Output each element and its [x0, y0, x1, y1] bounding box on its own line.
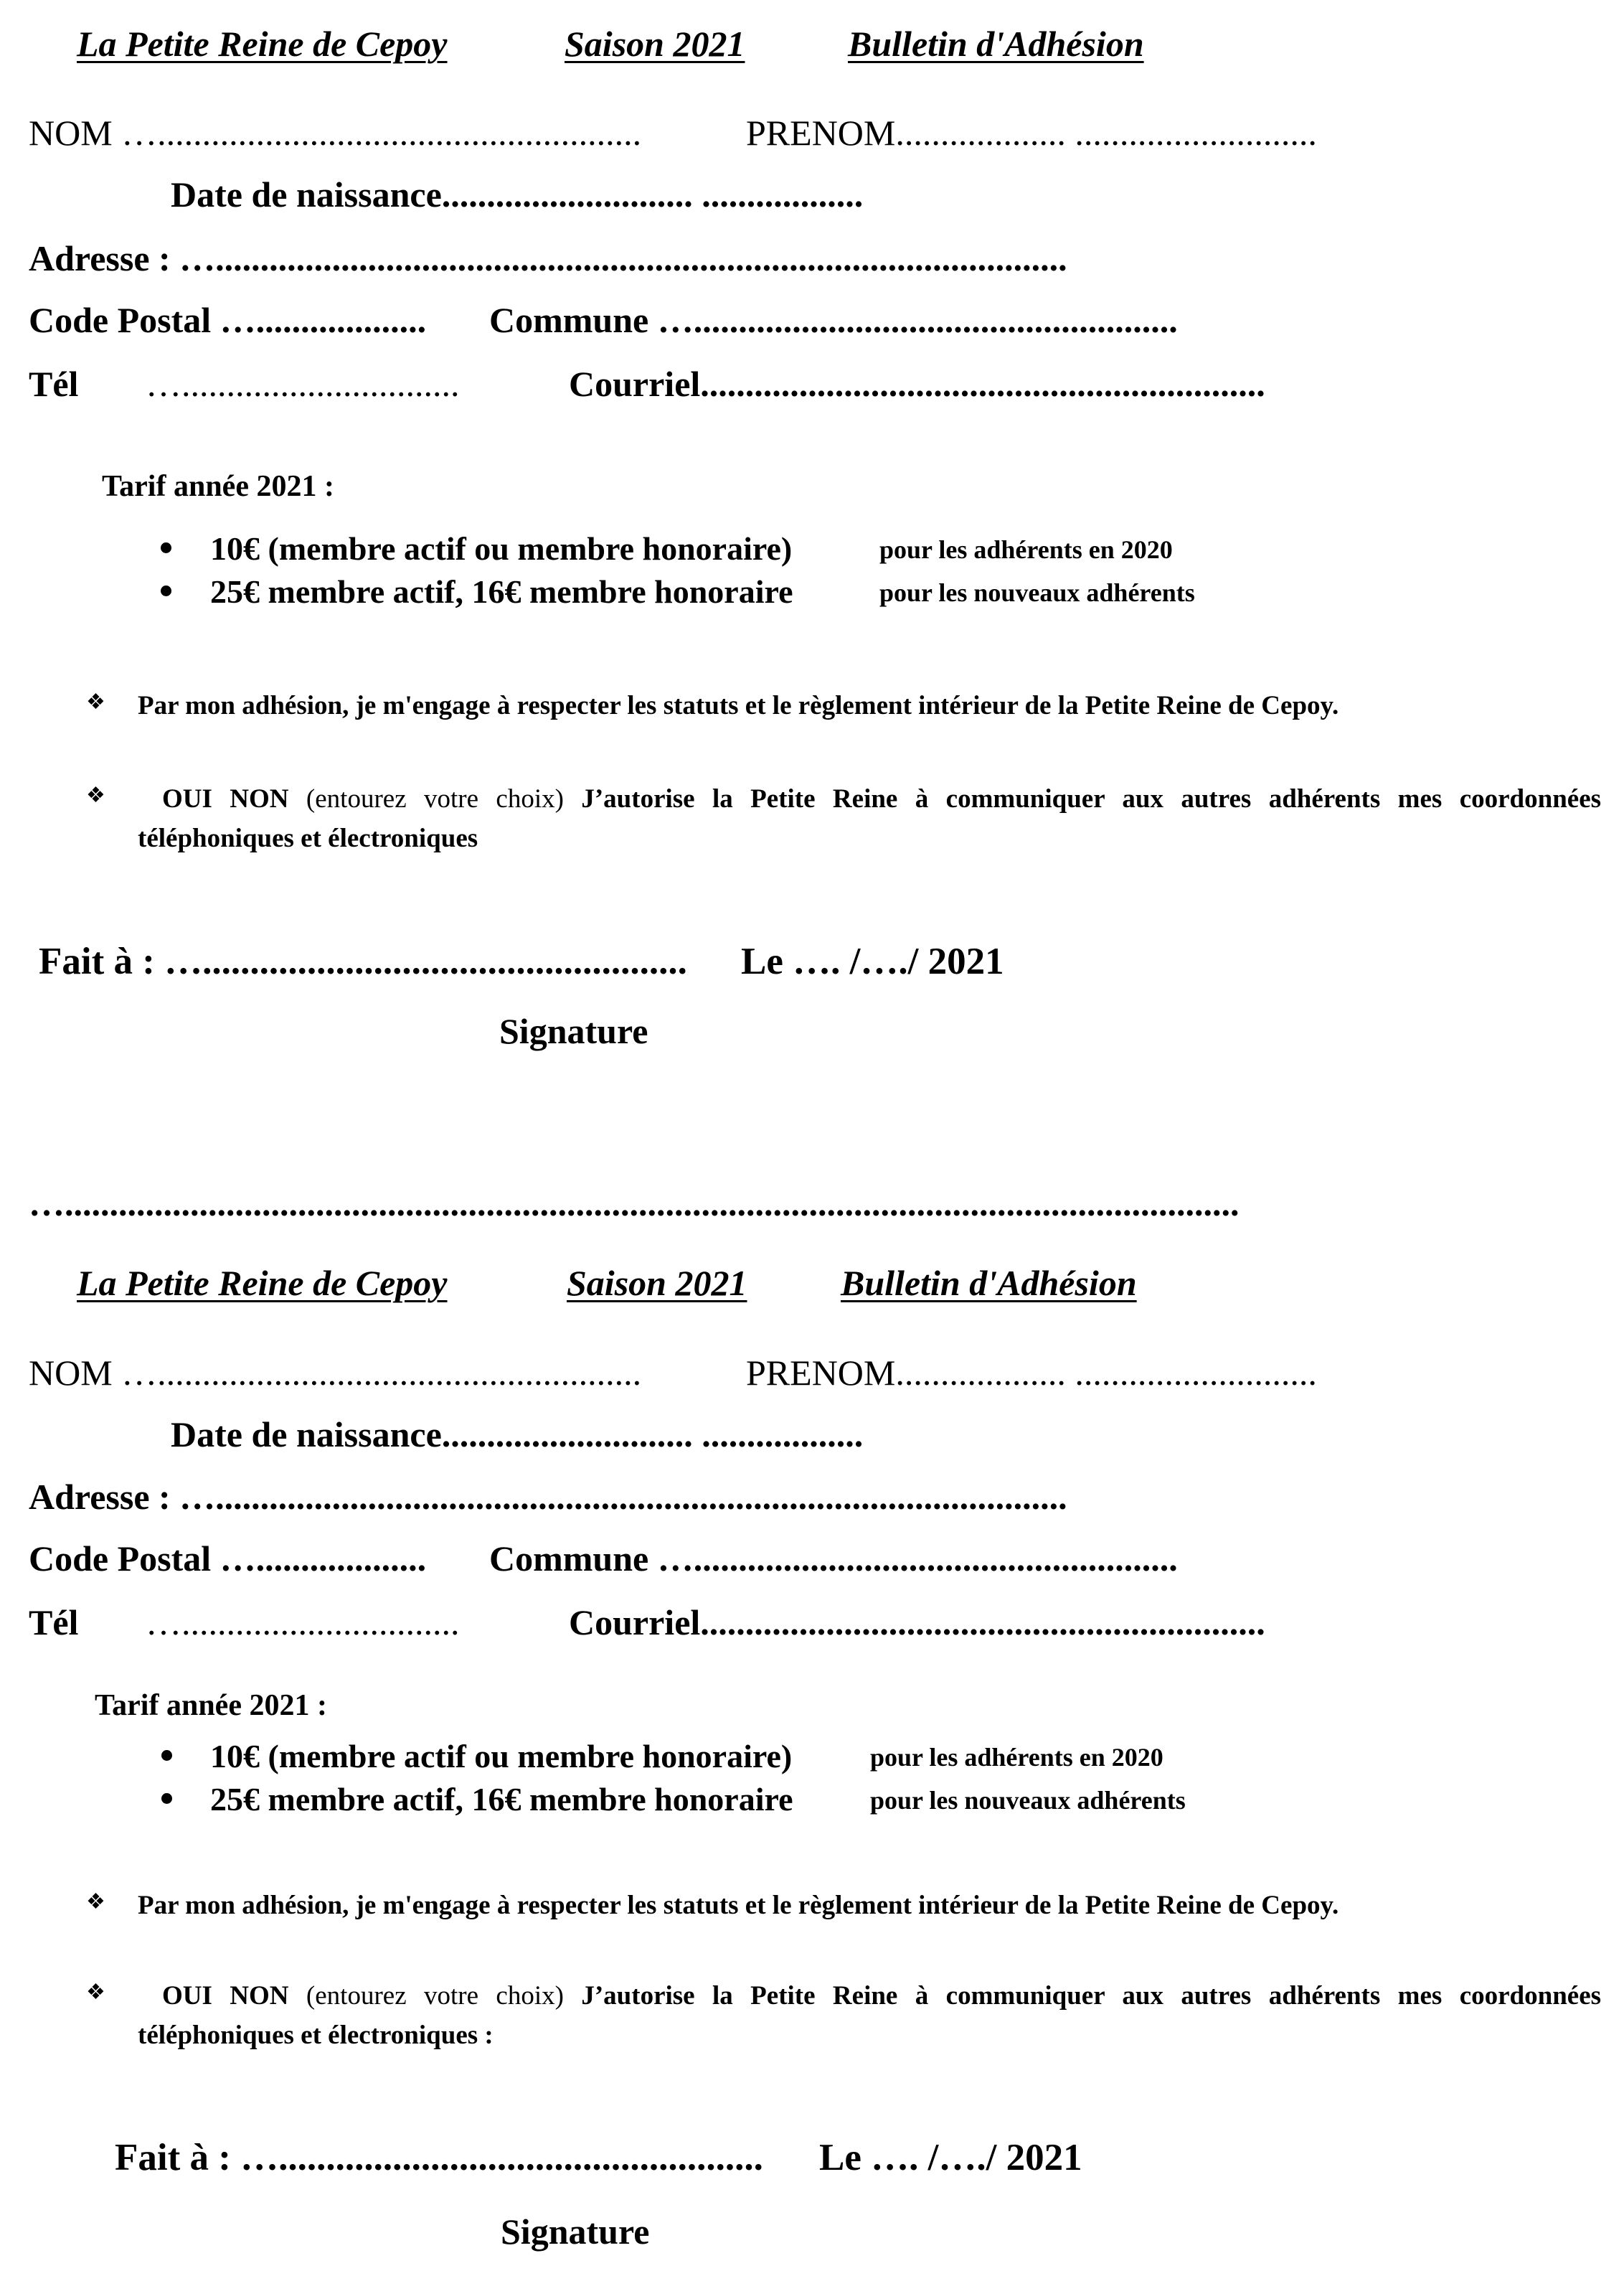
field-adresse[interactable]: Adresse : …...............................................................................................	[29, 238, 1067, 278]
header-season: Saison 2021	[565, 24, 745, 64]
field-code-postal[interactable]: Code Postal …...................	[29, 1538, 427, 1579]
signature-label: Signature	[501, 2211, 650, 2252]
field-date-naissance[interactable]: Date de naissance............................ ..................	[171, 1414, 864, 1454]
consent-text: J’autorise la Petite Reine à communiquer aux autres adhérents mes coordonnées téléphoniques et électroniques	[138, 784, 1602, 853]
tarif-item-1-note: pour les adhérents en 2020	[879, 535, 1173, 564]
diamond-bullet-icon: ❖	[86, 690, 105, 714]
tarif-item-2-note: pour les nouveaux adhérents	[870, 1786, 1186, 1815]
tarif-item-1: 10€ (membre actif ou membre honoraire)	[210, 1738, 793, 1774]
consent-hint: (entourez votre choix)	[306, 784, 564, 814]
field-tel[interactable]: …...............................	[146, 1602, 460, 1642]
fait-a-field[interactable]: Fait à : …...................................................	[115, 2137, 763, 2178]
bullet-icon	[161, 586, 171, 596]
field-prenom[interactable]: PRENOM................... ...........................	[746, 1353, 1317, 1393]
header-club: La Petite Reine de Cepoy	[77, 24, 448, 64]
field-courriel[interactable]: Courriel...............................................................	[569, 1602, 1265, 1642]
tarif-title: Tarif année 2021 :	[102, 470, 334, 503]
diamond-bullet-icon: ❖	[86, 1980, 105, 2004]
consent-hint: (entourez votre choix)	[306, 1981, 564, 2011]
header-bulletin: Bulletin d'Adhésion	[841, 1263, 1137, 1303]
consent-block	[138, 1976, 1601, 2055]
tarif-item-2: 25€ membre actif, 16€ membre honoraire	[210, 573, 793, 610]
engagement-text: Par mon adhésion, je m'engage à respecter les statuts et le règlement intérieur de la Petite Reine de Cepoy.	[138, 1891, 1339, 1920]
cut-line-separator: …...................................................................................................................................	[29, 1183, 1240, 1223]
field-nom[interactable]: NOM …......................................................	[29, 1353, 642, 1393]
tarif-item-2: 25€ membre actif, 16€ membre honoraire	[210, 1781, 793, 1817]
date-field[interactable]: Le …. /…./ 2021	[741, 941, 1004, 982]
field-tel-label: Tél	[29, 364, 79, 404]
bullet-icon	[161, 542, 171, 553]
field-prenom[interactable]: PRENOM................... ...........................	[746, 113, 1317, 153]
tarif-item-1-note: pour les adhérents en 2020	[870, 1743, 1163, 1772]
field-courriel[interactable]: Courriel...............................................................	[569, 364, 1265, 404]
header-bulletin: Bulletin d'Adhésion	[848, 24, 1144, 64]
bullet-icon	[161, 1750, 172, 1761]
field-adresse[interactable]: Adresse : …...............................................................................................	[29, 1477, 1067, 1517]
consent-text: J’autorise la Petite Reine à communiquer aux autres adhérents mes coordonnées téléphoniques et électroniques :	[138, 1981, 1602, 2050]
field-tel-label: Tél	[29, 1602, 79, 1642]
tarif-title: Tarif année 2021 :	[95, 1689, 327, 1722]
header-club: La Petite Reine de Cepoy	[77, 1263, 448, 1303]
consent-block	[138, 779, 1601, 858]
signature-label: Signature	[499, 1011, 648, 1051]
consent-choice[interactable]: OUI NON	[162, 784, 289, 814]
bullet-icon	[161, 1793, 172, 1804]
field-date-naissance[interactable]: Date de naissance............................ ..................	[171, 174, 864, 215]
tarif-item-1: 10€ (membre actif ou membre honoraire)	[210, 530, 793, 567]
engagement-text: Par mon adhésion, je m'engage à respecter les statuts et le règlement intérieur de la Petite Reine de Cepoy.	[138, 691, 1339, 720]
diamond-bullet-icon: ❖	[86, 1890, 105, 1914]
fait-a-field[interactable]: Fait à : …...................................................	[39, 941, 687, 982]
date-field[interactable]: Le …. /…./ 2021	[819, 2137, 1082, 2178]
field-code-postal[interactable]: Code Postal …...................	[29, 300, 427, 340]
header-season: Saison 2021	[567, 1263, 747, 1303]
field-tel[interactable]: …...............................	[146, 364, 460, 404]
field-commune[interactable]: Commune …......................................................	[489, 300, 1178, 340]
diamond-bullet-icon: ❖	[86, 784, 105, 807]
field-nom[interactable]: NOM …......................................................	[29, 113, 642, 153]
consent-choice[interactable]: OUI NON	[162, 1981, 289, 2011]
tarif-item-2-note: pour les nouveaux adhérents	[879, 578, 1195, 607]
field-commune[interactable]: Commune …......................................................	[489, 1538, 1178, 1579]
